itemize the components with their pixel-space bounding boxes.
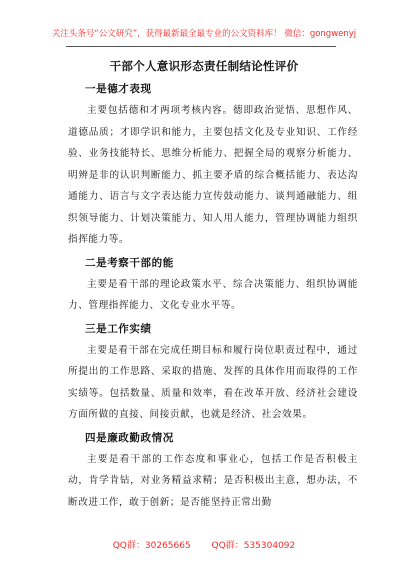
section-3-heading: 三是工作实绩	[85, 322, 152, 335]
section-1-heading: 一是德才表现	[85, 83, 152, 95]
section-4-body: 主要是看干部的工作态度和事业心，包括工作是否积极主动，肯学肯钻，对业务精益求精；是否积极出主意，想办法，不断改进工作，敢于创新；是否能坚持正常出勤	[68, 453, 358, 508]
section-3-body: 主要是看干部在完成任期目标和履行岗位职责过程中，通过所提出的工作思路、采取的措施、发挥的具体作用而取得的工作实绩等。包括数量、质量和效率，看在改革开放、经济社会建设方面所做的直接、间接贡献，也就是经济、社会效果。	[68, 344, 358, 420]
header-divider	[66, 46, 336, 47]
document-body	[68, 79, 358, 513]
section-2-body: 主要是看干部的理论政策水平、综合决策能力、组织协调能力、管理指挥能力、文化专业水平等。	[68, 278, 358, 311]
header-promo-note: 关注头条号“公文研究”，获得最新最全最专业的公文资料库！ 微信：gongwenyj	[51, 29, 357, 39]
footer-qq-groups: QQ群：30265665 QQ群：535304092	[112, 541, 296, 551]
section-4-heading: 四是廉政勤政情况	[85, 431, 174, 444]
section-2-heading: 二是考察干部的能	[85, 256, 174, 269]
section-1-body: 主要包括德和才两项考核内容。德即政治觉悟、思想作风、道德品质；才即学识和能力，主要包括文化及专业知识、工作经验、业务技能特长、思维分析能力、把握全局的观察分析能力、明辨是非的认识判断能力、抓主要矛盾的综合概括能力、表达沟通能力、语言与文字表达能力宣传鼓动能力、谈判通融能力、组织领导能力、计划决策能力、知人用人能力，管理协调能力组织指挥能力等。	[68, 105, 358, 245]
document-title: 干部个人意识形态责任制结论性评价	[109, 59, 299, 73]
